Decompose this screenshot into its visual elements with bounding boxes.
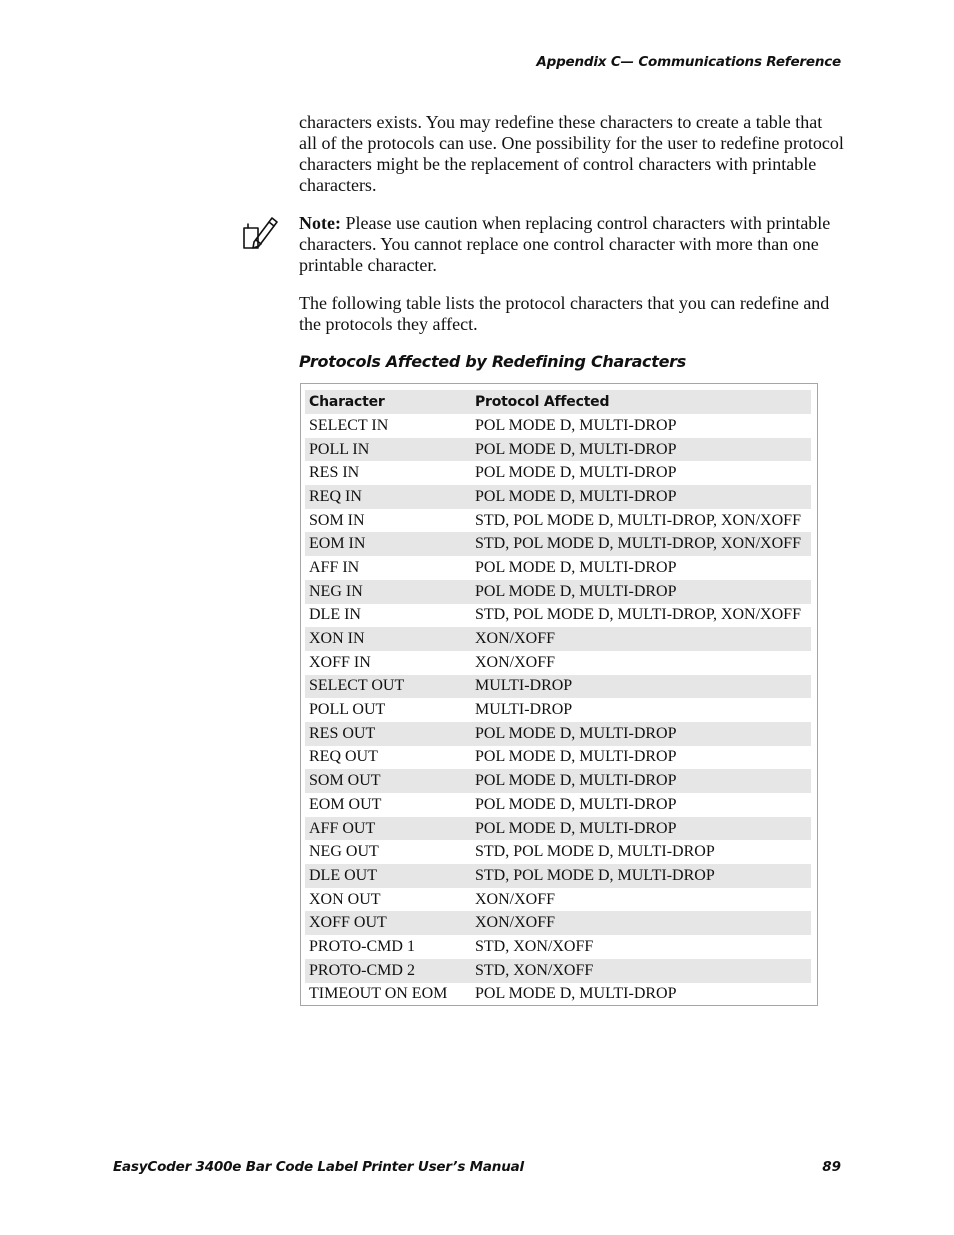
- table-row: [305, 461, 811, 485]
- table-intro-paragraph: The following table lists the protocol characters that you can redefine and the protocols they affect.: [299, 293, 830, 334]
- note-paragraph: [299, 213, 844, 276]
- cell-character: NEG IN: [305, 580, 471, 604]
- cell-character: DLE OUT: [305, 864, 471, 888]
- cell-protocol: XON/XOFF: [475, 653, 556, 671]
- table-row: [305, 651, 811, 675]
- cell-protocol: STD, XON/XOFF: [475, 937, 594, 955]
- table-row: [305, 485, 811, 509]
- cell-protocol: POL MODE D, MULTI-DROP: [475, 985, 677, 1003]
- column-header-protocol: Protocol Affected: [471, 390, 811, 414]
- cell-protocol: STD, POL MODE D, MULTI-DROP: [475, 843, 715, 861]
- protocol-table: [305, 390, 811, 1006]
- cell-character: SELECT OUT: [305, 675, 471, 699]
- protocol-table-frame: [300, 383, 818, 1006]
- cell-character: SELECT IN: [309, 416, 389, 434]
- table-row: [305, 769, 811, 793]
- cell-protocol: POL MODE D, MULTI-DROP: [475, 464, 677, 482]
- cell-character: XON OUT: [309, 890, 381, 908]
- table-row: [305, 722, 811, 746]
- table-row: [305, 888, 811, 912]
- cell-character: PROTO-CMD 1: [309, 937, 415, 955]
- table-row: [305, 864, 811, 888]
- cell-protocol: XON/XOFF: [475, 890, 556, 908]
- cell-protocol: POL MODE D, MULTI-DROP: [471, 769, 811, 793]
- table-row: [305, 580, 811, 604]
- cell-protocol: STD, XON/XOFF: [471, 959, 811, 983]
- cell-protocol: MULTI-DROP: [475, 701, 573, 719]
- table-header-row: [305, 390, 811, 414]
- cell-character: PROTO-CMD 2: [305, 959, 471, 983]
- table-row: [305, 627, 811, 651]
- table-row: [305, 983, 811, 1007]
- cell-protocol: POL MODE D, MULTI-DROP: [471, 485, 811, 509]
- cell-character: POLL OUT: [309, 701, 386, 719]
- table-title: Protocols Affected by Redefining Characters: [299, 352, 686, 371]
- cell-protocol: POL MODE D, MULTI-DROP: [475, 748, 677, 766]
- table-row: [305, 911, 811, 935]
- page-number: 89: [822, 1159, 841, 1175]
- footer-manual-title: EasyCoder 3400e Bar Code Label Printer User’s Manual: [113, 1159, 524, 1175]
- cell-protocol: POL MODE D, MULTI-DROP: [471, 580, 811, 604]
- cell-protocol: MULTI-DROP: [471, 675, 811, 699]
- cell-character: EOM OUT: [309, 795, 382, 813]
- table-row: [305, 817, 811, 841]
- cell-character: RES IN: [309, 464, 360, 482]
- table-row: [305, 935, 811, 959]
- table-row: [305, 746, 811, 770]
- cell-character: REQ IN: [305, 485, 471, 509]
- cell-protocol: STD, POL MODE D, MULTI-DROP: [471, 864, 811, 888]
- table-row: [305, 675, 811, 699]
- pencil-note-icon: [240, 212, 280, 254]
- cell-protocol: POL MODE D, MULTI-DROP: [475, 795, 677, 813]
- running-header: Appendix C— Communications Reference: [536, 54, 841, 70]
- cell-protocol: XON/XOFF: [471, 911, 811, 935]
- cell-character: POLL IN: [305, 438, 471, 462]
- cell-character: TIMEOUT ON EOM: [309, 985, 448, 1003]
- cell-character: RES OUT: [305, 722, 471, 746]
- cell-character: XOFF OUT: [305, 911, 471, 935]
- cell-character: NEG OUT: [309, 843, 379, 861]
- table-row: [305, 840, 811, 864]
- cell-character: AFF OUT: [305, 817, 471, 841]
- cell-character: REQ OUT: [309, 748, 378, 766]
- cell-character: SOM OUT: [305, 769, 471, 793]
- table-row: [305, 698, 811, 722]
- intro-paragraph: characters exists. You may redefine these characters to create a table that all of the protocols can use. One possibility for the user to redefine protocol characters might be the replacement of control characters with printable characters.: [299, 112, 844, 195]
- cell-character: DLE IN: [309, 606, 361, 624]
- cell-character: XON IN: [305, 627, 471, 651]
- cell-protocol: STD, POL MODE D, MULTI-DROP, XON/XOFF: [471, 532, 811, 556]
- cell-character: XOFF IN: [309, 653, 371, 671]
- table-row: [305, 438, 811, 462]
- table-row: [305, 556, 811, 580]
- note-label: Note:: [299, 213, 341, 233]
- note-text: Please use caution when replacing control characters with printable characters. You cannot replace one control character with more than one printable character.: [299, 213, 831, 275]
- table-row: [305, 604, 811, 628]
- cell-protocol: POL MODE D, MULTI-DROP: [471, 817, 811, 841]
- column-header-character: Character: [305, 390, 471, 414]
- cell-character: EOM IN: [305, 532, 471, 556]
- cell-protocol: POL MODE D, MULTI-DROP: [475, 416, 677, 434]
- cell-protocol: STD, POL MODE D, MULTI-DROP, XON/XOFF: [475, 606, 801, 624]
- table-row: [305, 959, 811, 983]
- table-row: [305, 793, 811, 817]
- cell-protocol: POL MODE D, MULTI-DROP: [475, 558, 677, 576]
- cell-character: SOM IN: [309, 511, 365, 529]
- table-row: [305, 532, 811, 556]
- table-body: [305, 414, 811, 1006]
- cell-character: AFF IN: [309, 558, 360, 576]
- cell-protocol: XON/XOFF: [471, 627, 811, 651]
- cell-protocol: STD, POL MODE D, MULTI-DROP, XON/XOFF: [475, 511, 801, 529]
- table-row: [305, 509, 811, 533]
- table-row: [305, 414, 811, 438]
- cell-protocol: POL MODE D, MULTI-DROP: [471, 438, 811, 462]
- cell-protocol: POL MODE D, MULTI-DROP: [471, 722, 811, 746]
